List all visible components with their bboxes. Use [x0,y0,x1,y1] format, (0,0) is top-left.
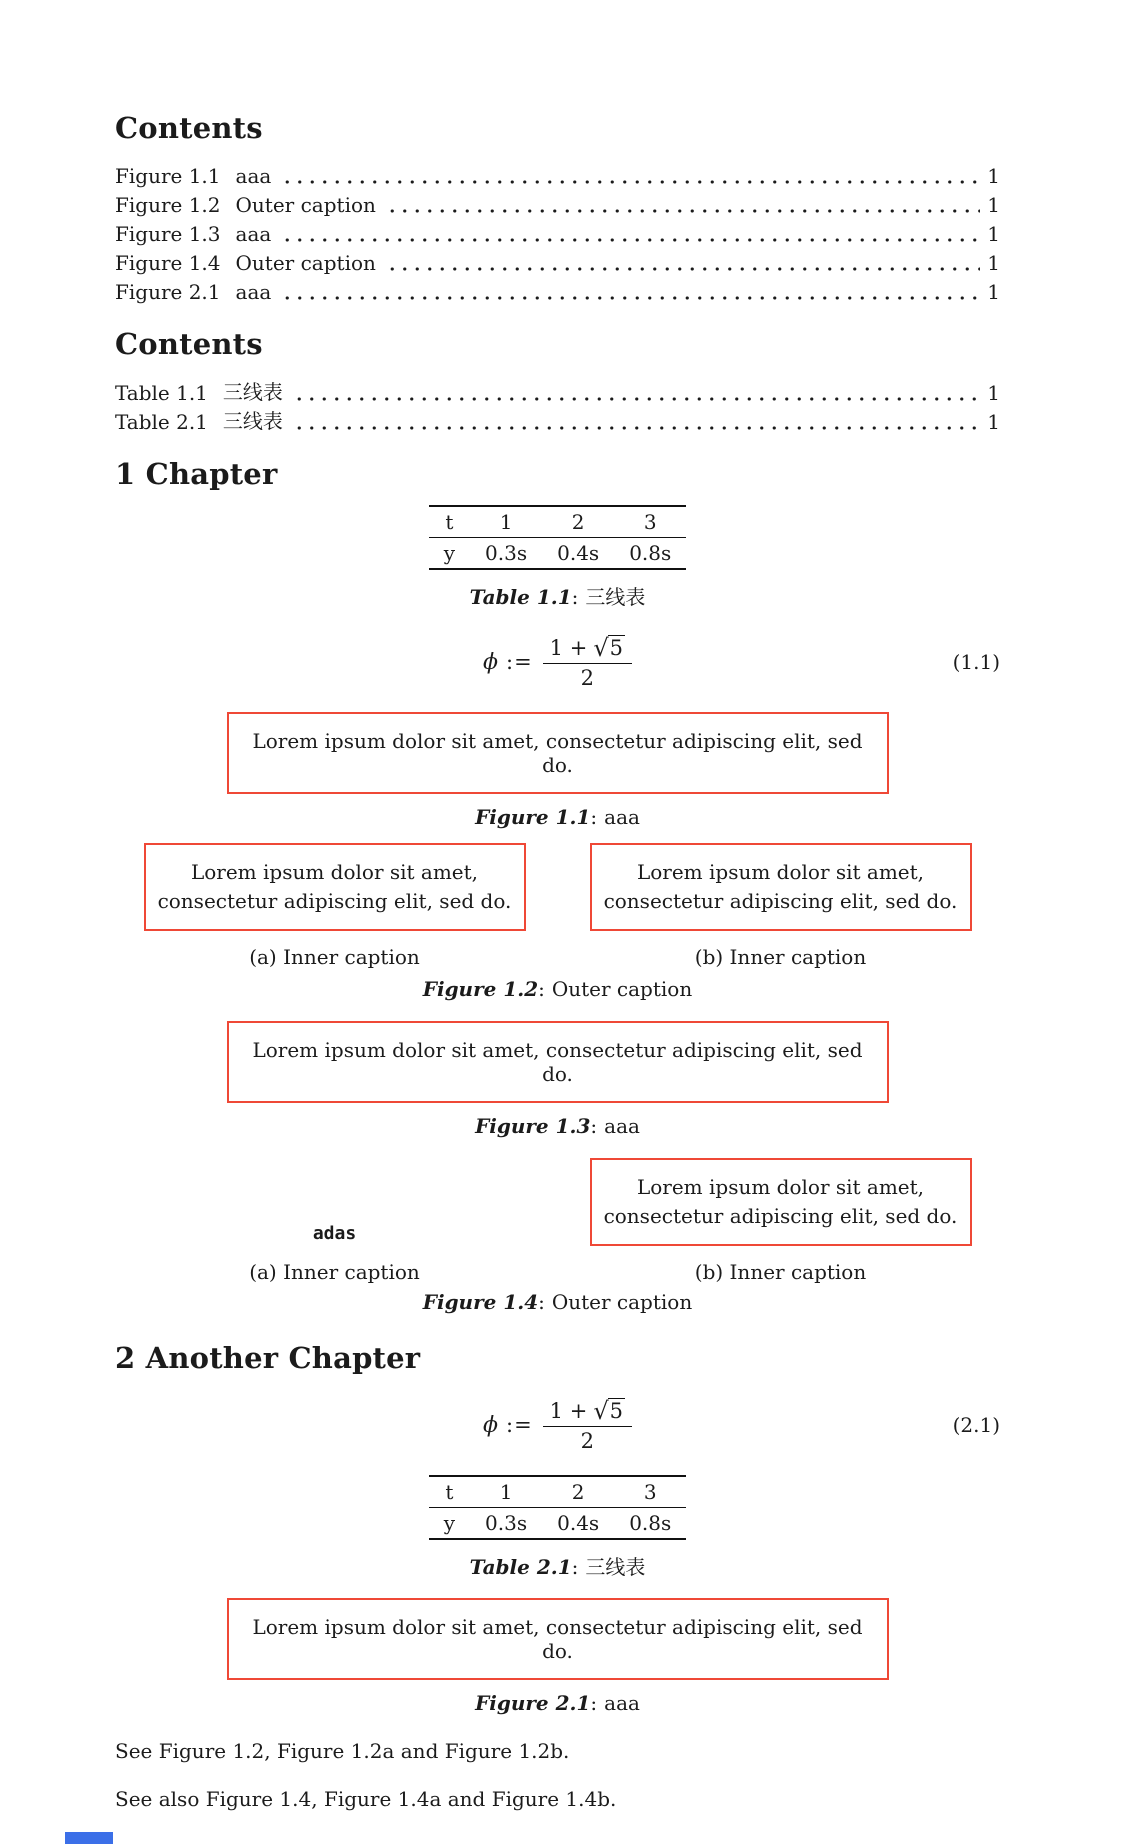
caption-separator: : [571,1555,579,1580]
toc-page-number: 1 [987,251,1000,276]
table-header-cell: 2 [571,1480,585,1505]
caption-label: Figure 2.1 [475,1691,591,1716]
subfigure-caption: (a) Inner caption [249,945,420,970]
equation-1-1 [115,626,1000,698]
assign-symbol: := [506,650,533,675]
fraction [543,635,632,690]
toc-entry-label: Figure 1.3 [115,222,221,247]
denominator: 2 [580,665,595,690]
denominator: 2 [580,1428,595,1453]
subfigure-caption: (a) Inner caption [249,1260,420,1285]
paragraph-see-2: See also Figure 1.4, Figure 1.4a and Figure 1.4b. [115,1787,617,1812]
lot-heading: Contents [115,327,263,362]
toc-page-number: 1 [987,222,1000,247]
subfigure-text-adas: adas [312,1223,357,1245]
assign-symbol: := [506,1413,533,1438]
figure-1-2-caption [115,977,1000,1001]
table-data-row [429,1508,687,1540]
toc-page-number: 1 [987,164,1000,189]
three-line-table [429,1475,687,1540]
table-data-cell: 0.4s [557,1511,600,1536]
table-2-1-caption [115,1551,1000,1580]
toc-entry-title: aaa [235,164,272,189]
three-line-table [429,505,687,570]
table-data-cell: y [443,1511,456,1536]
figure-box-text: consectetur adipiscing elit, sed do. [603,1204,958,1229]
figure-box [590,843,972,931]
caption-label: Figure 1.2 [422,977,539,1002]
caption-text: Outer caption [551,977,693,1002]
toc-entry-label: Figure 2.1 [115,280,221,305]
caption-text: 三线表 [585,1555,646,1580]
table-header-cell: t [445,1480,454,1505]
caption-label: Table 2.1 [469,1555,572,1580]
toc-page-number: 1 [987,193,1000,218]
caption-text: 三线表 [585,585,646,610]
figure-box-text: Lorem ipsum dolor sit amet, [636,860,925,885]
figure-box-text: Lorem ipsum dolor sit amet, [190,860,479,885]
figure-box-text: Lorem ipsum dolor sit amet, consectetur adipiscing elit, sed do. [252,1615,863,1664]
toc-entry-title: 三线表 [222,408,283,433]
caption-text: Outer caption [551,1290,693,1315]
toc-entry[interactable] [115,405,1000,434]
caption-label: Table 1.1 [469,585,572,610]
table-header-row [429,506,687,538]
toc-leader-dots [291,422,980,430]
toc-entry-label: Figure 1.2 [115,193,221,218]
caption-text: aaa [604,805,640,830]
table-header-cell: 3 [643,510,657,535]
equation-number: (1.1) [952,650,1000,675]
figure-box [144,843,526,931]
caption-separator: : [590,1114,598,1139]
radicand: 5 [609,1398,623,1423]
table-header-row [429,1476,687,1508]
list-of-figures [115,159,1000,304]
phi-symbol: ϕ [483,649,498,675]
figure-box [227,1598,889,1680]
toc-entry[interactable] [115,376,1000,405]
toc-entry-label: Table 2.1 [115,409,208,434]
table-data-row [429,538,687,570]
toc-entry[interactable] [115,188,1000,217]
equation-number: (2.1) [952,1413,1000,1438]
toc-entry-title: 三线表 [222,379,283,404]
table-1-1 [115,505,1000,610]
subfigure-b [590,1158,972,1284]
figure-1-1 [115,712,1000,829]
toc-page-number: 1 [987,380,1000,405]
figure-box [227,1021,889,1103]
figure-box [227,712,889,794]
subfigure-caption: (b) Inner caption [694,945,867,970]
table-header-cell: 3 [643,1480,657,1505]
toc-entry[interactable] [115,246,1000,275]
table-2-1 [115,1475,1000,1580]
toc-entry-label: Figure 1.1 [115,164,221,189]
numerator: 1 + √ 5 [543,1398,632,1427]
caption-text: aaa [604,1114,640,1139]
radicand: 5 [609,635,623,660]
caption-separator: : [538,977,545,1002]
toc-page-number: 1 [987,280,1000,305]
radical-sign-icon: √ [593,1396,609,1425]
table-data-cell: 0.8s [629,1511,672,1536]
figure-box-text: consectetur adipiscing elit, sed do. [603,889,958,914]
toc-entry[interactable] [115,217,1000,246]
caption-separator: : [590,1691,598,1716]
figure-1-4-caption [115,1290,1000,1314]
caption-separator: : [590,805,598,830]
list-of-tables [115,376,1000,434]
table-header-cell: 1 [499,510,513,535]
chapter-2-heading: 2 Another Chapter [115,1341,421,1376]
table-data-cell: 0.3s [485,1511,528,1536]
toc-entry-label: Table 1.1 [115,380,208,405]
table-data-cell: 0.3s [485,541,528,566]
lof-heading: Contents [115,111,263,145]
figure-1-4 [115,1158,1000,1314]
figure-1-3-caption [115,1114,1000,1138]
figure-box-text: consectetur adipiscing elit, sed do. [157,889,512,914]
toc-page-number: 1 [987,409,1000,434]
toc-entry-label: Figure 1.4 [115,251,221,276]
table-data-cell: y [443,541,456,566]
toc-leader-dots [384,205,980,213]
figure-box-text: Lorem ipsum dolor sit amet, consectetur adipiscing elit, sed do. [252,729,863,778]
figure-box-text: Lorem ipsum dolor sit amet, consectetur adipiscing elit, sed do. [252,1038,863,1087]
caption-label: Figure 1.3 [475,1114,591,1139]
table-data-cell: 0.4s [557,541,600,566]
table-header-cell: 2 [571,510,585,535]
subfigure-caption: (b) Inner caption [694,1260,867,1285]
table-1-1-caption [115,581,1000,610]
toc-leader-dots [384,263,980,271]
caption-label: Figure 1.4 [422,1290,539,1315]
toc-entry[interactable] [115,159,1000,188]
table-header-cell: 1 [499,1480,513,1505]
toc-entry-title: aaa [235,222,272,247]
toc-leader-dots [279,292,980,300]
toc-entry-title: Outer caption [235,251,376,276]
figure-box-text: Lorem ipsum dolor sit amet, [636,1175,925,1200]
toc-entry-title: Outer caption [235,193,376,218]
table-data-cell: 0.8s [629,541,672,566]
toc-leader-dots [291,393,980,401]
figure-1-1-caption [115,805,1000,829]
figure-box [590,1158,972,1246]
toc-leader-dots [279,234,980,242]
toc-entry-title: aaa [235,280,272,305]
caption-separator: : [538,1290,545,1315]
numerator: 1 + √ 5 [543,635,632,664]
figure-1-3 [115,1021,1000,1138]
subfigure-a [144,1223,526,1284]
figure-1-2 [115,843,1000,1001]
table-header-cell: t [445,510,454,535]
fraction [543,1398,632,1453]
subfigure-a [144,843,526,969]
radical-sign-icon: √ [593,633,609,662]
bottom-accent-bar [65,1832,113,1844]
paragraph-see-1: See Figure 1.2, Figure 1.2a and Figure 1.2b. [115,1739,570,1764]
equation-2-1 [115,1389,1000,1461]
toc-entry[interactable] [115,275,1000,304]
phi-symbol: ϕ [483,1412,498,1438]
caption-label: Figure 1.1 [475,805,591,830]
figure-2-1 [115,1598,1000,1715]
figure-2-1-caption [115,1691,1000,1715]
toc-leader-dots [279,176,980,184]
chapter-1-heading: 1 Chapter [115,456,278,491]
caption-separator: : [571,585,579,610]
subfigure-b [590,843,972,969]
caption-text: aaa [604,1691,640,1716]
